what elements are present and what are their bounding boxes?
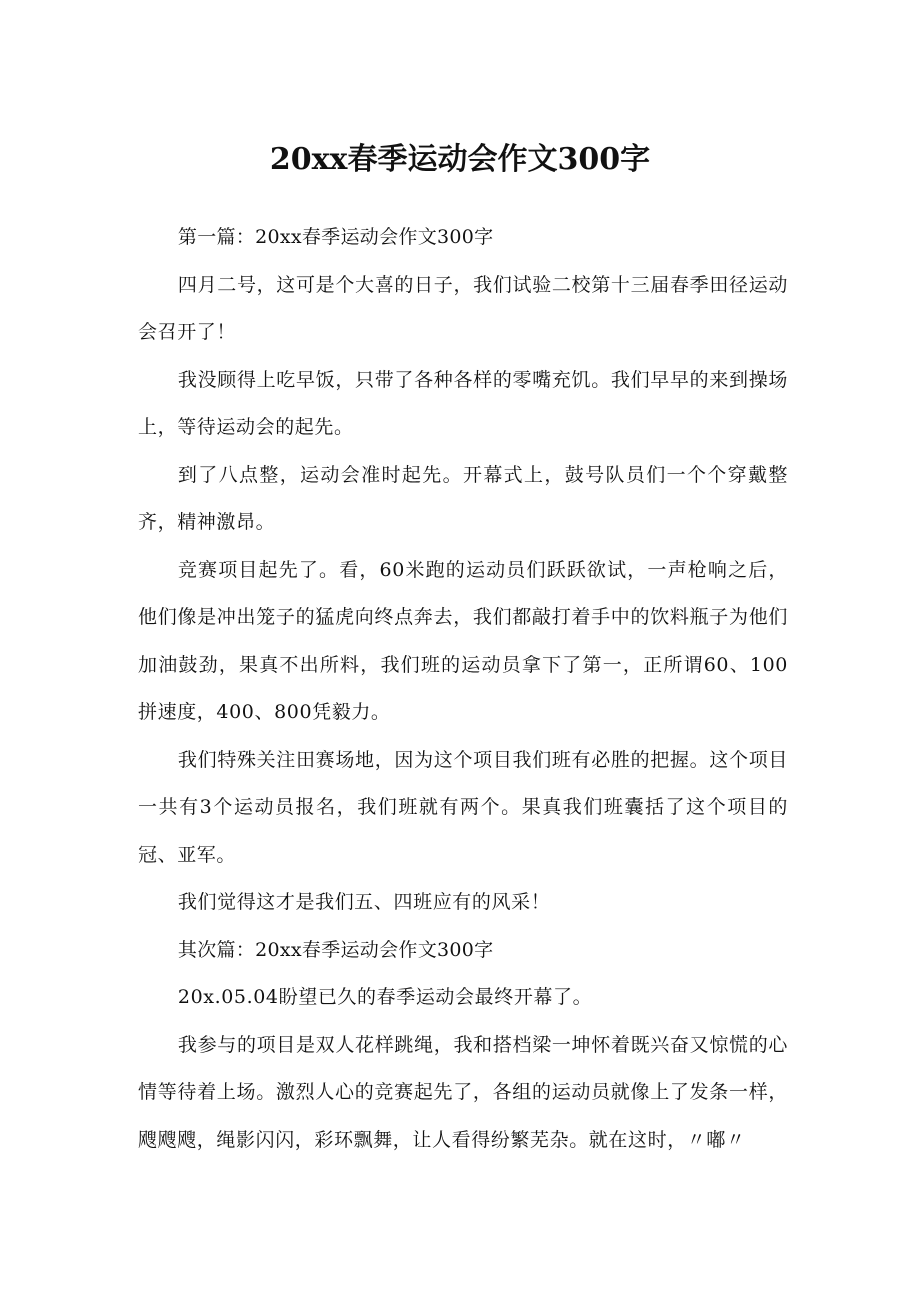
paragraph: 竞赛项目起先了。看，60米跑的运动员们跃跃欲试，一声枪响之后，他们像是冲出笼子的猛虎向终点奔去，我们都敲打着手中的饮料瓶子为他们加油鼓劲，果真不出所料，我们班的运动员拿下了第一，正所谓60、100拼速度，400、800凭毅力。 <box>138 558 788 723</box>
paragraph: 我们觉得这才是我们五、四班应有的风采！ <box>177 891 551 913</box>
section-heading-2: 其次篇：20xx春季运动会作文300字 <box>177 938 494 961</box>
paragraph: 我参与的项目是双人花样跳绳，我和搭档梁一坤怀着既兴奋又惊慌的心情等待着上场。激烈人心的竞赛起先了，各组的运动员就像上了发条一样，飕飕飕，绳影闪闪，彩环飘舞，让人看得纷繁芜杂。就在这时，〃嘟〃 <box>138 1033 788 1151</box>
document-title: 20xx春季运动会作文300字 <box>269 142 651 177</box>
paragraph: 我们特殊关注田赛场地，因为这个项目我们班有必胜的把握。这个项目一共有3个运动员报名，我们班就有两个。果真我们班囊括了这个项目的冠、亚军。 <box>138 748 788 866</box>
paragraph: 20x.05.04盼望已久的春季运动会最终开幕了。 <box>177 986 593 1008</box>
paragraph: 到了八点整，运动会准时起先。开幕式上，鼓号队员们一个个穿戴整齐，精神激昂。 <box>138 463 788 533</box>
paragraph: 四月二号，这可是个大喜的日子，我们试验二校第十三届春季田径运动会召开了！ <box>138 273 788 343</box>
document-body <box>138 214 788 1164</box>
section-heading-1: 第一篇：20xx春季运动会作文300字 <box>177 226 494 248</box>
paragraph: 我没顾得上吃早饭，只带了各种各样的零嘴充饥。我们早早的来到操场上，等待运动会的起先。 <box>138 368 788 438</box>
